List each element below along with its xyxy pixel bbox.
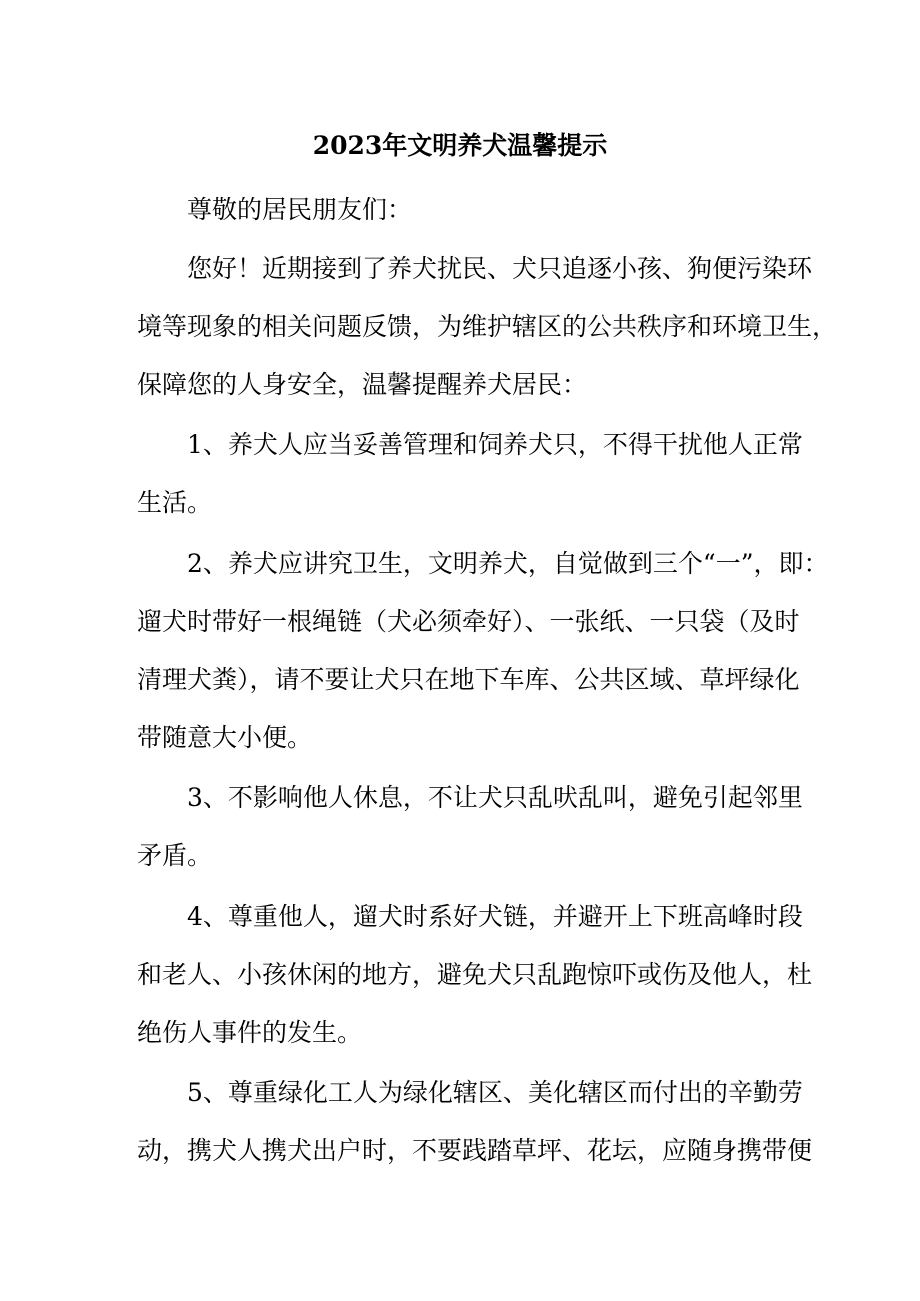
intro-line: 您好！近期接到了养犬扰民、犬只追逐小孩、狗便污染环: [187, 254, 813, 283]
greeting-paragraph: [137, 181, 797, 239]
item-1-line: 1、养犬人应当妥善管理和饲养犬只，不得干扰他人正常: [187, 430, 803, 459]
intro-line: 保障您的人身安全，温馨提醒养犬居民：: [137, 370, 588, 399]
item-5-paragraph: [137, 1064, 813, 1180]
item-2-line: 2、养犬应讲究卫生，文明养犬，自觉做到三个“一”，即：: [187, 549, 829, 578]
item-3-line: 矛盾。: [137, 841, 213, 870]
item-5-line: 动，携犬人携犬出户时，不要践踏草坪、花坛，应随身携带便: [137, 1136, 813, 1165]
item-2-line: 清理犬粪），请不要让犬只在地下车库、公共区域、草坪绿化: [137, 665, 800, 694]
item-4-line: 绝伤人事件的发生。: [137, 1018, 363, 1047]
intro-line: 境等现象的相关问题反馈，为维护辖区的公共秩序和环境卫生，: [137, 312, 838, 341]
item-3-line: 3、不影响他人休息，不让犬只乱吠乱叫，避免引起邻里: [187, 783, 803, 812]
item-5-line: 5、尊重绿化工人为绿化辖区、美化辖区而付出的辛勤劳: [187, 1078, 803, 1107]
item-4-line: 4、尊重他人，遛犬时系好犬链，并避开上下班高峰时段: [187, 902, 803, 931]
item-2-line: 带随意大小便。: [137, 723, 313, 752]
greeting-line: 尊敬的居民朋友们：: [187, 195, 413, 224]
item-4-line: 和老人、小孩休闲的地方，避免犬只乱跑惊吓或伤及他人，杜: [137, 960, 813, 989]
item-2-paragraph: [137, 535, 829, 767]
item-2-line: 遛犬时带好一根绳链（犬必须牵好）、一张纸、一只袋（及时: [137, 607, 800, 636]
item-1-line: 生活。: [137, 488, 213, 517]
intro-paragraph: [137, 240, 838, 414]
document-title: 2023年文明养犬温馨提示: [312, 131, 608, 160]
item-4-paragraph: [137, 888, 813, 1062]
item-1-paragraph: [137, 416, 803, 532]
item-3-paragraph: [137, 769, 803, 885]
